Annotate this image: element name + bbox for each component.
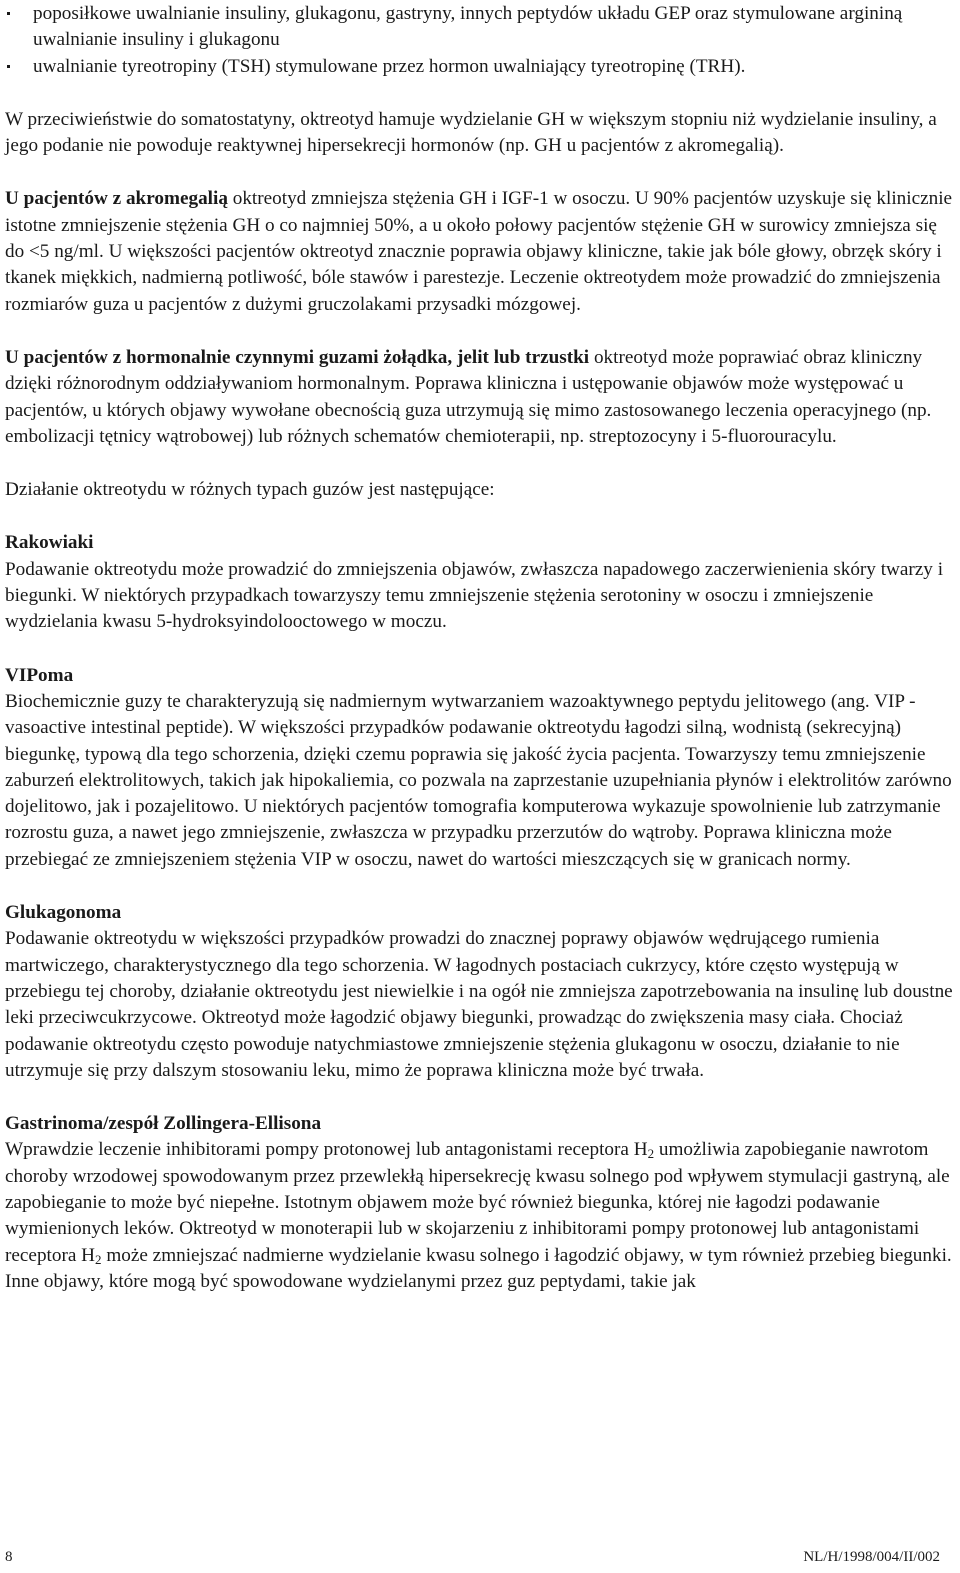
section-text-gastrinoma bbox=[5, 1137, 955, 1295]
paragraph-body: oktreotyd może poprawiać obraz kliniczny dzięki różnorodnym oddziaływaniom hormonalnym. Poprawa kliniczna i ustępowanie objawów może występować u pacjentów, u których objawy wywołane obecnością guza utrzymują się mimo zastosowanego leczenia operacyjnego (np. embolizacji tętnicy wątrobowej) lub różnych schematów chemioterapii, np. streptozocyny i 5-fluorouracylu. bbox=[5, 346, 932, 447]
section-text-carcinoid: Podawanie oktreotydu może prowadzić do zmniejszenia objawów, zwłaszcza napadowego zaczerwienienia skóry twarzy i biegunki. W niektórych przypadkach towarzyszy temu zmniejszenie stężenia serotoniny w osoczu i zmniejszenie wydzielania kwasu 5-hydroksyindolooctowego w moczu. bbox=[5, 558, 944, 633]
text-run: Wprawdzie leczenie inhibitorami pompy protonowej lub antagonistami receptora H bbox=[5, 1139, 648, 1161]
subscript: 2 bbox=[95, 1251, 102, 1267]
paragraph-intro: Działanie oktreotydu w różnych typach guzów jest następujące: bbox=[5, 479, 495, 501]
text-run: umożliwia zapobieganie nawrotom choroby wrzodowej spowodowanym przez przewlekłą hipersekrecję kwasu solnego pod wpływem stymulacji gastryną, ale zapobieganie to może być niepełne. Istotnym objawem może być również biegunka, której nie łagodzi podawanie wymienionych leków. Oktreotyd w monoterapii lub w skojarzeniu z inhibitorami pompy protonowej lub antagonistami receptora H bbox=[5, 1139, 950, 1266]
text-run: może zmniejszać nadmierne wydzielanie kwasu solnego i łagodzić objawy, w tym również przebieg biegunki. Inne objawy, które mogą być spowodowane wydzielanymi przez guz peptydami, takie jak bbox=[5, 1244, 952, 1292]
bullet-list bbox=[5, 0, 955, 80]
document-id: NL/H/1998/004/II/002 bbox=[803, 1549, 940, 1565]
subscript: 2 bbox=[647, 1146, 655, 1162]
document-page bbox=[5, 0, 955, 1295]
section-heading-gastrinoma: Gastrinoma/zespół Zollingera-Ellisona bbox=[5, 1113, 322, 1135]
page-number: 8 bbox=[5, 1549, 13, 1565]
paragraph-acromegaly bbox=[5, 186, 955, 317]
paragraph-lead-bold: U pacjentów z hormonalnie czynnymi guzami żołądka, jelit lub trzustki bbox=[5, 346, 590, 368]
bullet-text: uwalnianie tyreotropiny (TSH) stymulowane przez hormon uwalniający tyreotropinę (TRH). bbox=[33, 55, 746, 77]
bullet-icon bbox=[7, 65, 10, 68]
list-item bbox=[5, 54, 955, 80]
section-text-glucagonoma: Podawanie oktreotydu w większości przypadków prowadzi do znacznej poprawy objawów wędrującego rumienia martwiczego, charakterystycznego dla tego schorzenia. W łagodnych postaciach cukrzycy, które często występują w przebiegu tej choroby, działanie oktreotydu jest niewielkie i na ogół nie zmniejsza zapotrzebowania na insulinę lub doustne leki przeciwcukrzycowe. Oktreotyd może łagodzić objawy biegunki, prowadząc do zwiększenia masy ciała. Chociaż podawanie oktreotydu często powoduje natychmiastowe zmniejszenie stężenia glukagonu w osoczu, działanie to nie utrzymuje się przy dalszym stosowaniu leku, mimo że poprawa kliniczna może być trwała. bbox=[5, 928, 953, 1081]
paragraph-body: oktreotyd zmniejsza stężenia GH i IGF-1 w osoczu. U 90% pacjentów uzyskuje się klinicznie istotne zmniejszenie stężenia GH o co najmniej 50%, a u około połowy pacjentów stężenie GH w surowicy zmniejsza się do <5 ng/ml. U większości pacjentów oktreotyd znacznie poprawia objawy kliniczne, takie jak bóle głowy, obrzęk skóry i tkanek miękkich, nadmierną potliwość, bóle stawów i parestezje. Leczenie oktreotydem może prowadzić do zmniejszenia rozmiarów guza u pacjentów z dużymi gruczolakami przysadki mózgowej. bbox=[5, 188, 953, 315]
bullet-text: poposiłkowe uwalnianie insuliny, glukagonu, gastryny, innych peptydów układu GEP oraz stymulowane argininą uwalnianie insuliny i glukagonu bbox=[33, 3, 903, 51]
paragraph-gep-tumors bbox=[5, 345, 955, 450]
bullet-icon bbox=[7, 12, 10, 15]
list-item bbox=[5, 1, 955, 54]
section-heading-carcinoid: Rakowiaki bbox=[5, 532, 94, 554]
paragraph-lead-bold: U pacjentów z akromegalią bbox=[5, 188, 228, 210]
section-heading-vipoma: VIPoma bbox=[5, 664, 74, 686]
section-heading-glucagonoma: Glukagonoma bbox=[5, 902, 122, 924]
section-text-vipoma: Biochemicznie guzy te charakteryzują się nadmiernym wytwarzaniem wazoaktywnego peptydu jelitowego (ang. VIP - vasoactive intestinal peptide). W większości przypadków podawanie oktreotydu łagodzi silną, wodnistą (sekrecyjną) biegunkę, typową dla tego schorzenia, dzięki czemu poprawia się jakość życia pacjenta. Towarzyszy temu zmniejszenie zaburzeń elektrolitowych, takich jak hipokaliemia, co pozwala na zaprzestanie uzupełniania płynów i elektrolitów zarówno dojelitowo, jak i pozajelitowo. U niektórych pacjentów tomografia komputerowa wykazuje spowolnienie lub zatrzymanie rozrostu guza, a nawet jego zmniejszenie, zwłaszcza w przypadku przerzutów do wątroby. Poprawa kliniczna może przebiegać ze zmniejszeniem stężenia VIP w osoczu, nawet do wartości mieszczących się w granicach normy. bbox=[5, 690, 952, 870]
paragraph-somatostatin: W przeciwieństwie do somatostatyny, oktreotyd hamuje wydzielanie GH w większym stopniu niż wydzielanie insuliny, a jego podanie nie powoduje reaktywnej hipersekrecji hormonów (np. GH u pacjentów z akromegalią). bbox=[5, 108, 937, 157]
